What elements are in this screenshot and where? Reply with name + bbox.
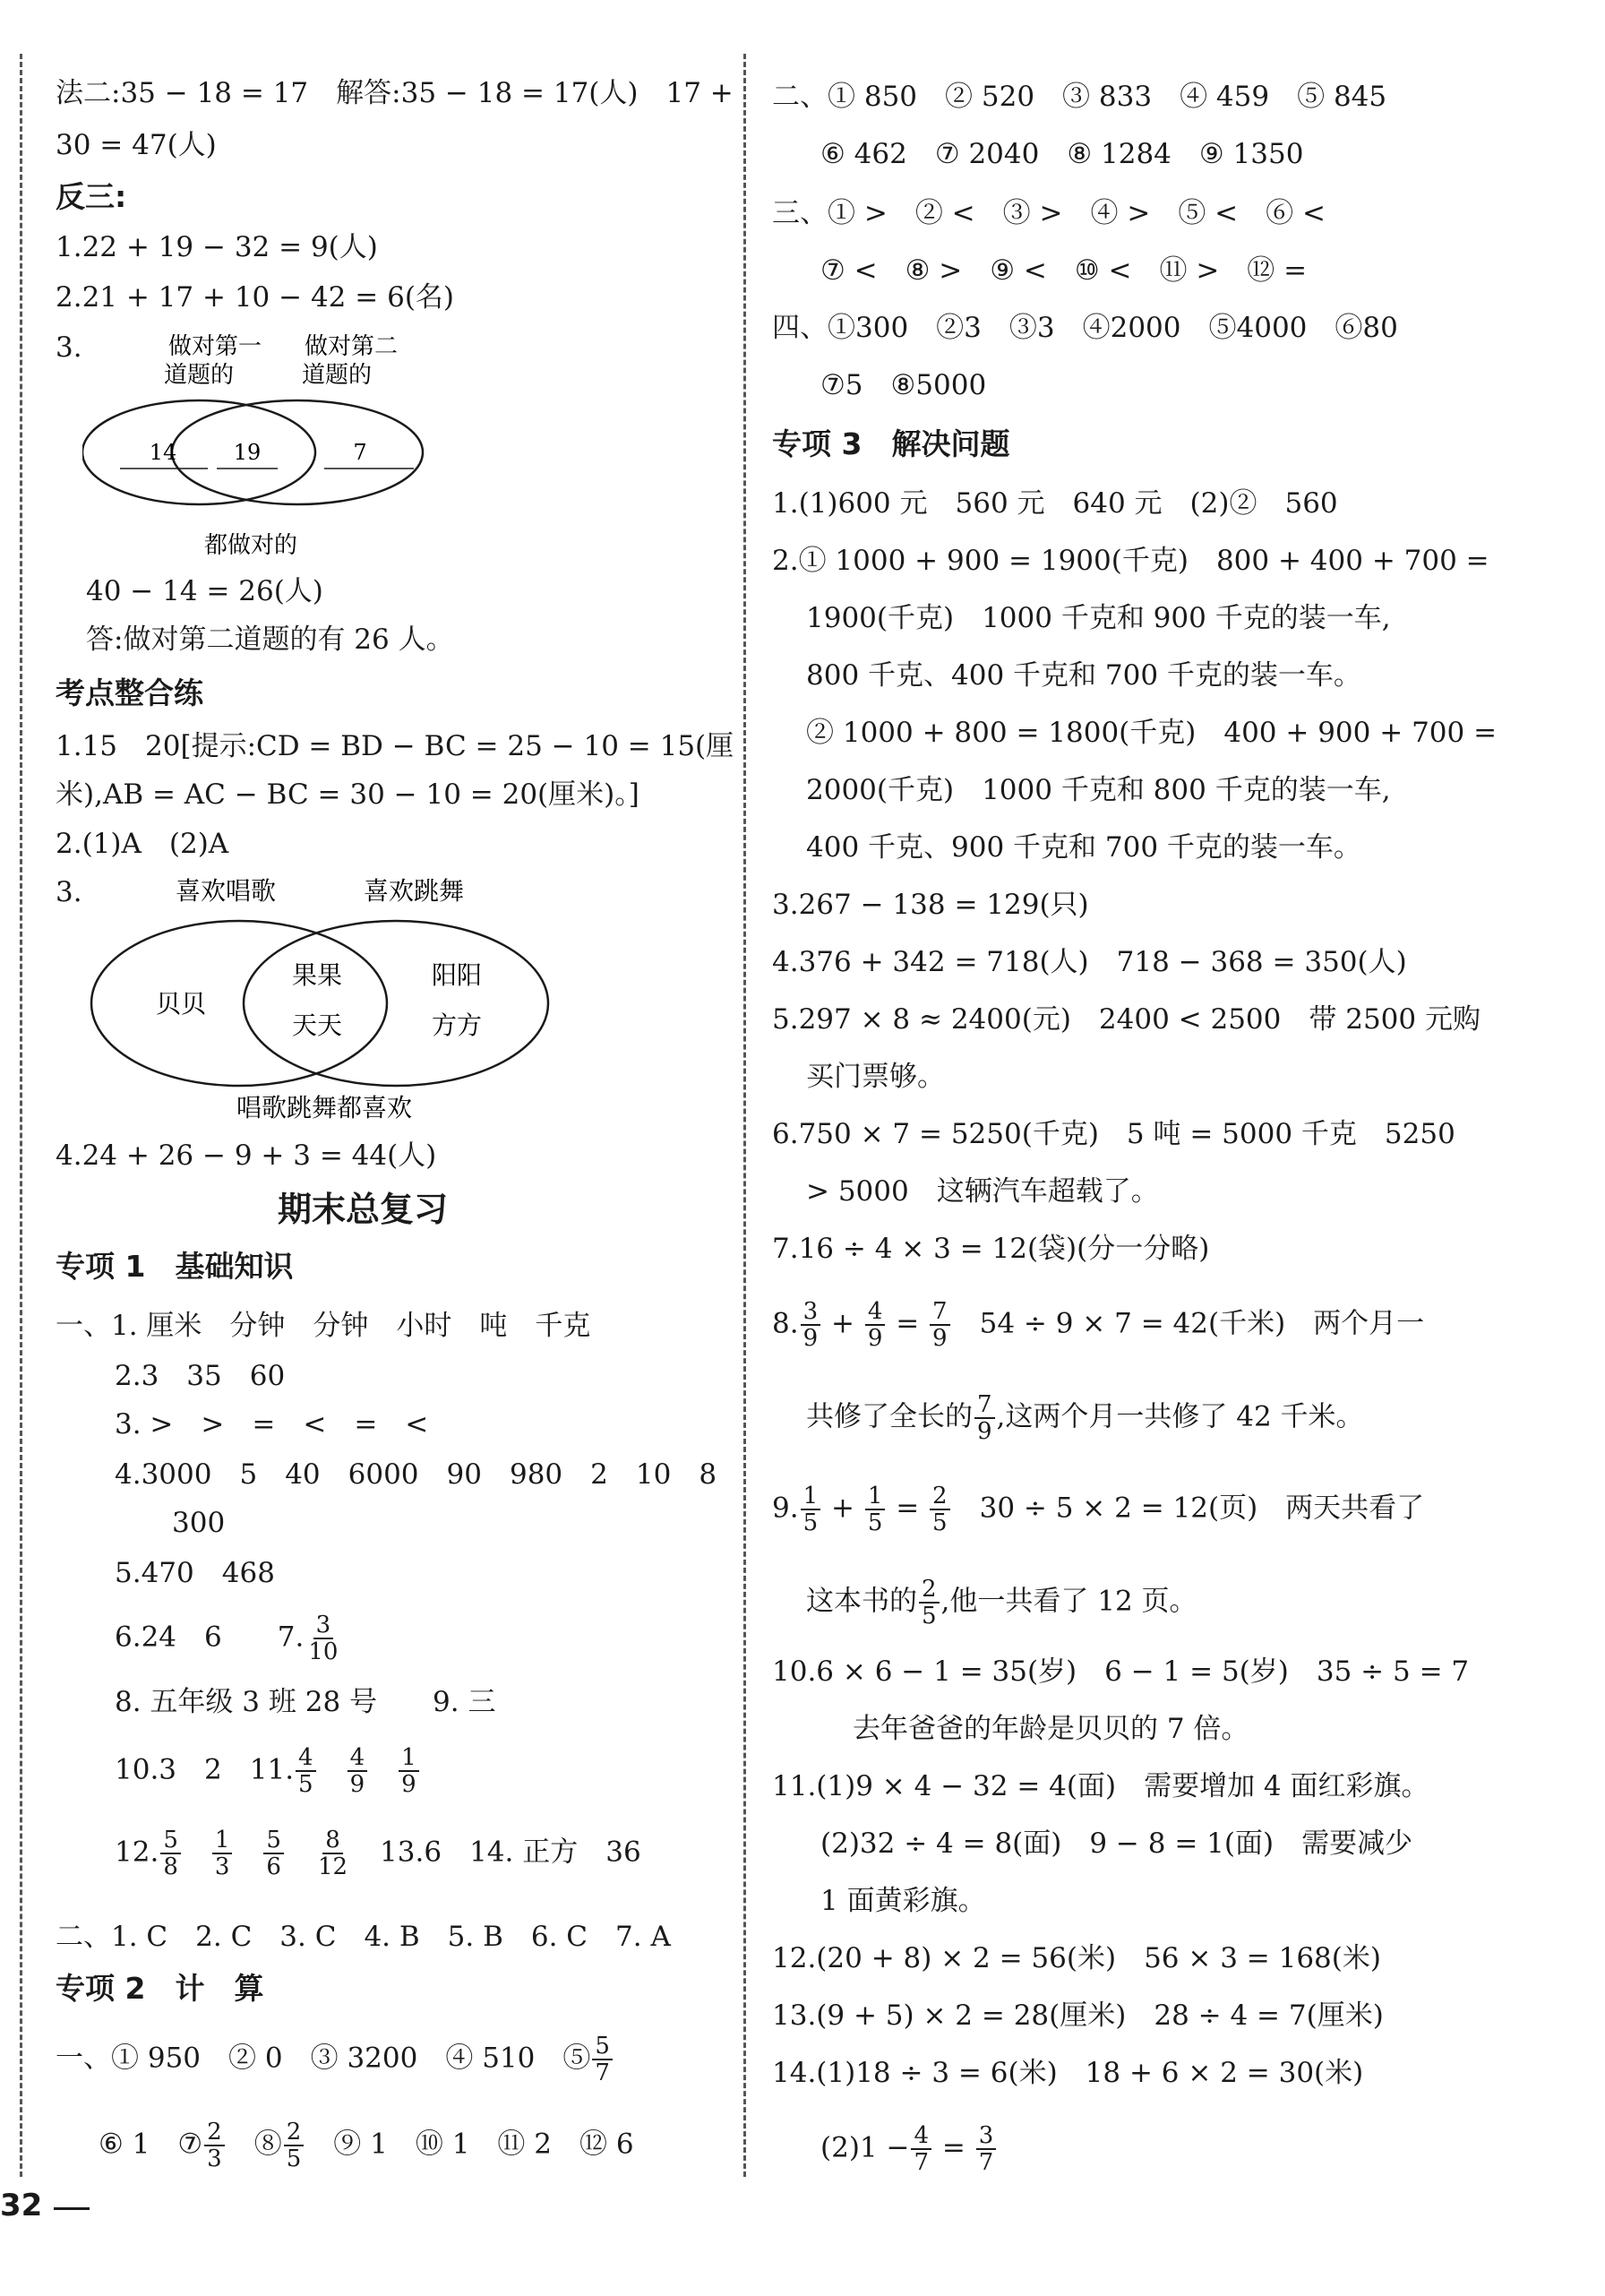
- answer-line: 米),AB = AC − BC = 30 − 10 = 20(厘米)。]: [56, 778, 639, 811]
- answer-line: (2)32 ÷ 4 = 8(面) 9 − 8 = 1(面) 需要减少: [820, 1827, 1413, 1860]
- venn-label: 喜欢唱歌: [175, 876, 277, 906]
- answer-line: 3.: [56, 331, 82, 364]
- fraction: $\frac{7}{9}$: [930, 1299, 950, 1351]
- venn-label: 都做对的: [203, 532, 298, 559]
- venn-left-ellipse: [91, 921, 387, 1086]
- answer-line: 1.15 20[提示:CD = BD − BC = 25 − 10 = 15(厘: [56, 730, 734, 762]
- fraction: $\frac{8}{12}$: [317, 1827, 348, 1880]
- answer-line: 3. > > = < = <: [115, 1408, 429, 1440]
- fraction: $\frac{3}{10}$: [308, 1612, 339, 1665]
- fraction: $\frac{5}{8}$: [160, 1827, 181, 1879]
- answer-line: ⑥ 462 ⑦ 2040 ⑧ 1284 ⑨ 1350: [820, 138, 1304, 170]
- answer-line: 法二:35 − 18 = 17 解答:35 − 18 = 17(人) 17 +: [56, 77, 734, 109]
- venn-left-ellipse: [82, 400, 315, 504]
- venn-label: 唱歌跳舞都喜欢: [236, 1093, 413, 1122]
- fraction: $\frac{3}{9}$: [801, 1299, 821, 1351]
- venn-value-right: 7: [353, 440, 367, 465]
- answer-text: 10.3 2 11.: [115, 1753, 295, 1786]
- fraction: $\frac{4}{9}$: [865, 1299, 886, 1351]
- venn-label: 道题的: [301, 362, 373, 389]
- answer-line: 答:做对第二道题的有 26 人。: [86, 623, 454, 656]
- answer-line: 9. $\frac{1}{5}$ + $\frac{1}{5}$ = $\frac{2}{5}$ 30 ÷ 5 × 2 = 12(页) 两天共看了: [772, 1483, 1425, 1536]
- answer-line: 6.750 × 7 = 5250(千克) 5 吨 = 5000 千克 5250: [772, 1118, 1455, 1150]
- answer-line: 800 千克、400 千克和 700 千克的装一车。: [806, 659, 1361, 692]
- fraction: $\frac{5}{7}$: [592, 2034, 613, 2085]
- section-heading: 考点整合练: [56, 675, 203, 710]
- answer-line: ⑦ < ⑧ > ⑨ < ⑩ < ⑪ > ⑫ =: [820, 254, 1308, 287]
- answer-line: 2000(千克) 1000 千克和 800 千克的装一车,: [806, 774, 1391, 806]
- answer-text: (2)1 −: [820, 2131, 910, 2164]
- chapter-title: 期末总复习: [278, 1190, 449, 1229]
- venn-value-left: 贝贝: [155, 989, 207, 1019]
- answer-text: 共修了全长的: [806, 1400, 973, 1433]
- answer-line: 去年爸爸的年龄是贝贝的 7 倍。: [853, 1713, 1249, 1745]
- venn-value-right: 方方: [431, 1010, 483, 1040]
- answer-line: 40 − 14 = 26(人): [86, 575, 323, 607]
- answer-text: 8.: [772, 1307, 799, 1340]
- answer-text: 13.6 14. 正方 36: [380, 1836, 641, 1869]
- venn-value-right: 阳阳: [431, 960, 483, 990]
- answer-line: 二、1. C 2. C 3. C 4. B 5. B 6. C 7. A: [56, 1921, 671, 1953]
- venn-label: 做对第一: [167, 333, 262, 360]
- answer-line: ⑦5 ⑧5000: [820, 369, 987, 401]
- fraction: $\frac{3}{7}$: [976, 2123, 997, 2175]
- answer-line: 8. $\frac{3}{9}$ + $\frac{4}{9}$ = $\frac{7}{9}$ 54 ÷ 9 × 7 = 42(千米) 两个月一: [772, 1298, 1425, 1352]
- answer-text: ⑥ 1 ⑦: [99, 2128, 203, 2161]
- fraction: $\frac{1}{5}$: [865, 1483, 886, 1535]
- venn-right-ellipse: [244, 921, 548, 1086]
- page-number: 32: [0, 2188, 43, 2223]
- answer-line: 3.267 − 138 = 129(只): [772, 889, 1089, 921]
- answer-line: 13.(9 + 5) × 2 = 28(厘米) 28 ÷ 4 = 7(厘米): [772, 1999, 1384, 2032]
- answer-line: 二、① 850 ② 520 ③ 833 ④ 459 ⑤ 845: [772, 81, 1387, 113]
- answer-line: 4.24 + 26 − 9 + 3 = 44(人): [56, 1139, 437, 1172]
- venn-value-middle: 果果: [291, 960, 343, 990]
- answer-line: 三、① > ② < ③ > ④ > ⑤ < ⑥ <: [772, 197, 1326, 229]
- answer-text: 9.: [772, 1492, 799, 1525]
- venn-diagram-hobbies: [82, 869, 620, 1138]
- venn-value-middle: 19: [233, 440, 262, 465]
- answer-line: > 5000 这辆汽车超载了。: [806, 1175, 1159, 1208]
- answer-line: 11.(1)9 × 4 − 32 = 4(面) 需要增加 4 面红彩旗。: [772, 1770, 1429, 1802]
- answer-text: 12.: [115, 1836, 159, 1869]
- answer-line: 2.21 + 17 + 10 − 42 = 6(名): [56, 281, 455, 314]
- answer-line: 30 = 47(人): [56, 129, 217, 161]
- venn-label: 做对第二: [304, 333, 399, 360]
- column-divider: [743, 54, 746, 2177]
- answer-text: 54 ÷ 9 × 7 = 42(千米) 两个月一: [979, 1307, 1425, 1340]
- answer-line: 3.: [56, 876, 82, 908]
- answer-text: ,这两个月一共修了 42 千米。: [996, 1400, 1364, 1433]
- answer-line: ② 1000 + 800 = 1800(千克) 400 + 900 + 700 =: [806, 717, 1498, 749]
- fraction: $\frac{1}{3}$: [212, 1827, 233, 1879]
- fraction: $\frac{7}{9}$: [974, 1392, 995, 1444]
- fraction: $\frac{5}{6}$: [263, 1827, 284, 1879]
- answer-text: 这本书的: [806, 1585, 917, 1618]
- fraction: $\frac{2}{3}$: [204, 2120, 225, 2171]
- answer-line: 4.376 + 342 = 718(人) 718 − 368 = 350(人): [772, 946, 1407, 978]
- answer-text: ⑨ 1 ⑩ 1 ⑪ 2 ⑫ 6: [333, 2128, 634, 2161]
- answer-line: 1900(千克) 1000 千克和 900 千克的装一车,: [806, 602, 1391, 634]
- answer-text: 6.24 6 7.: [115, 1621, 305, 1654]
- venn-label: 道题的: [163, 362, 235, 389]
- answer-text: ⑧: [253, 2128, 282, 2161]
- answer-line: [115, 1612, 342, 1664]
- answer-line: 14.(1)18 ÷ 3 = 6(米) 18 + 6 × 2 = 30(米): [772, 2057, 1364, 2089]
- answer-line: [115, 1745, 421, 1797]
- answer-line: 2.3 35 60: [115, 1360, 286, 1392]
- fraction: $\frac{1}{9}$: [399, 1745, 419, 1797]
- answer-line: 5.297 × 8 ≈ 2400(元) 2400 < 2500 带 2500 元购: [772, 1003, 1481, 1036]
- answer-line: 8. 五年级 3 班 28 号 9. 三: [115, 1686, 496, 1718]
- fraction: $\frac{1}{5}$: [801, 1483, 821, 1535]
- fraction: $\frac{2}{5}$: [284, 2120, 305, 2171]
- answer-line: [806, 1577, 1197, 1629]
- answer-line: [99, 2120, 634, 2171]
- answer-line: 400 千克、900 千克和 700 千克的装一车。: [806, 831, 1361, 864]
- venn-label: 喜欢跳舞: [363, 876, 465, 906]
- answer-line: (2)1 − $\frac{4}{7}$ = $\frac{3}{7}$: [820, 2123, 998, 2175]
- section-heading: 反三:: [56, 179, 127, 214]
- answer-line: 2.① 1000 + 900 = 1900(千克) 800 + 400 + 700 =: [772, 545, 1489, 577]
- answer-line: 10.6 × 6 − 1 = 35(岁) 6 − 1 = 5(岁) 35 ÷ 5 = 7: [772, 1655, 1470, 1688]
- venn-value-middle: 天天: [291, 1010, 343, 1040]
- answer-line: 一、1. 厘米 分钟 分钟 小时 吨 千克: [56, 1310, 591, 1342]
- answer-line: 4.3000 5 40 6000 90 980 2 10 8: [115, 1458, 717, 1491]
- page-number-dash: [54, 2207, 90, 2210]
- answer-line: 1 面黄彩旗。: [820, 1885, 986, 1917]
- answer-text: ,他一共看了 12 页。: [940, 1585, 1197, 1618]
- venn-right-ellipse: [172, 400, 423, 504]
- section-heading: 专项 1 基础知识: [56, 1249, 294, 1284]
- fraction: $\frac{4}{7}$: [911, 2123, 931, 2175]
- fraction: $\frac{4}{9}$: [348, 1745, 368, 1797]
- fraction: $\frac{2}{5}$: [930, 1483, 950, 1535]
- answer-line: 2.(1)A (2)A: [56, 828, 229, 860]
- venn-value-left: 14: [149, 440, 177, 465]
- answer-line: [115, 1827, 641, 1879]
- venn-diagram-questions: [82, 327, 548, 569]
- answer-line: 1.(1)600 元 560 元 640 元 (2)② 560: [772, 487, 1338, 520]
- answer-line: 四、①300 ②3 ③3 ④2000 ⑤4000 ⑥80: [772, 312, 1398, 344]
- fraction: $\frac{4}{5}$: [296, 1745, 316, 1797]
- fraction: $\frac{2}{5}$: [919, 1577, 940, 1629]
- left-margin-dashed-line: [20, 54, 22, 2177]
- section-heading: 专项 3 解决问题: [772, 426, 1010, 461]
- answer-line: 买门票够。: [806, 1061, 945, 1093]
- answer-text: 一、① 950 ② 0 ③ 3200 ④ 510 ⑤: [56, 2042, 591, 2075]
- answer-line: 300: [172, 1507, 226, 1539]
- answer-line: 1.22 + 19 − 32 = 9(人): [56, 231, 378, 263]
- answer-line: [56, 2034, 614, 2085]
- answer-line: 7.16 ÷ 4 × 3 = 12(袋)(分一分略): [772, 1233, 1210, 1265]
- answer-text: 30 ÷ 5 × 2 = 12(页) 两天共看了: [979, 1492, 1425, 1525]
- section-heading: 专项 2 计 算: [56, 1971, 264, 2006]
- answer-line: [806, 1392, 1364, 1444]
- answer-line: 12.(20 + 8) × 2 = 56(米) 56 × 3 = 168(米): [772, 1942, 1381, 1974]
- answer-line: 5.470 468: [115, 1557, 275, 1589]
